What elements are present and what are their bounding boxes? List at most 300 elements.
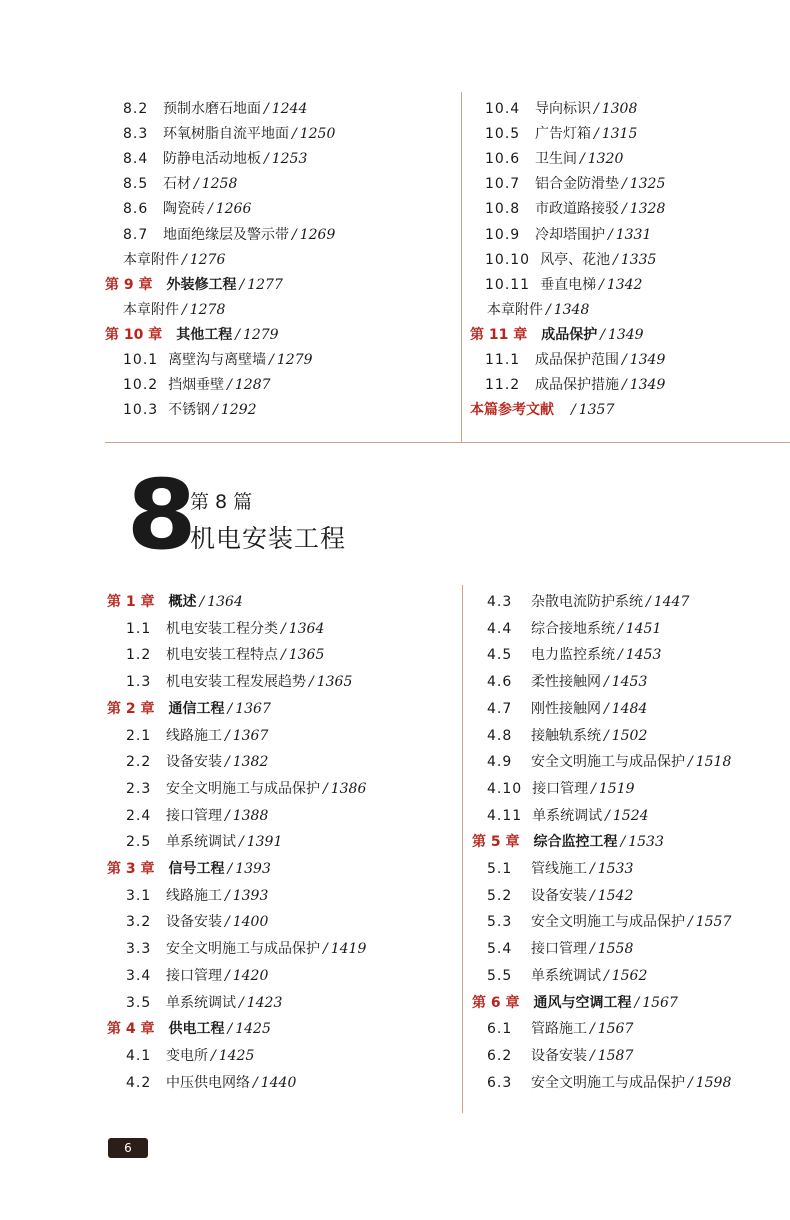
entry-title: 线路施工 xyxy=(166,887,222,904)
section-number: 3.5 xyxy=(126,994,152,1011)
section-number: 10.7 xyxy=(485,176,521,193)
section-number: 2.1 xyxy=(126,727,152,744)
page-number: 1447 xyxy=(653,594,690,610)
toc-entry xyxy=(487,673,647,691)
toc-entry xyxy=(126,967,268,985)
toc-chapter-entry xyxy=(105,276,283,294)
chapter-label: 第 2 章 xyxy=(107,700,155,717)
section-number: 8.4 xyxy=(123,151,149,168)
section-number: 3.2 xyxy=(126,914,152,931)
page-number: 1533 xyxy=(597,861,634,877)
entry-title: 管路施工 xyxy=(531,1021,587,1038)
entry-title: 单系统调试 xyxy=(166,834,236,851)
entry-title: 垂直电梯 xyxy=(540,276,597,293)
chapter-label: 第 1 章 xyxy=(107,594,155,610)
section-number: 3.1 xyxy=(126,887,152,904)
toc-entry xyxy=(485,251,656,269)
page-number: 1349 xyxy=(629,352,666,368)
page-separator: / xyxy=(227,377,232,394)
page-number: 1393 xyxy=(235,861,271,877)
entry-title: 安全文明施工与成品保护 xyxy=(166,941,320,958)
chapter-label: 第 6 章 xyxy=(472,994,520,1011)
bottom-column-divider xyxy=(462,585,463,1113)
toc-entry xyxy=(123,376,271,394)
page-separator: / xyxy=(622,352,627,368)
section-number: 5.2 xyxy=(487,887,513,904)
toc-entry xyxy=(485,175,665,193)
page-number: 1320 xyxy=(587,151,624,168)
entry-title: 机电安装工程分类 xyxy=(166,620,278,637)
section-number: 11.2 xyxy=(485,377,521,394)
section-number: 6.3 xyxy=(487,1074,513,1091)
entry-title: 市政道路接驳 xyxy=(535,201,619,218)
section-number: 4.9 xyxy=(487,754,513,771)
toc-chapter-entry xyxy=(105,326,279,344)
page-separator: / xyxy=(634,994,640,1011)
entry-title: 成品保护范围 xyxy=(535,352,619,368)
page-number: 1524 xyxy=(612,807,649,824)
page-separator: / xyxy=(199,594,205,610)
entry-title: 本章附件 xyxy=(487,301,543,318)
entry-title: 设备安装 xyxy=(166,914,222,931)
entry-title: 单系统调试 xyxy=(166,994,236,1011)
page-separator: / xyxy=(622,201,627,218)
page-separator: / xyxy=(182,301,187,318)
entry-title: 本章附件 xyxy=(123,301,179,318)
page-number: 1365 xyxy=(288,647,325,664)
page-number: 1423 xyxy=(246,994,283,1011)
page-number: 1519 xyxy=(598,780,635,797)
entry-title: 安全文明施工与成品保护 xyxy=(531,754,685,771)
toc-entry xyxy=(485,276,642,294)
page-separator: / xyxy=(604,674,609,691)
page-number: 1587 xyxy=(597,1047,634,1064)
page-number: 1367 xyxy=(232,727,269,744)
page-number: 1425 xyxy=(235,1021,271,1038)
page-number: 1357 xyxy=(578,402,615,419)
toc-entry xyxy=(487,967,647,985)
section-number: 10.6 xyxy=(485,151,521,168)
page-separator: / xyxy=(239,276,245,293)
entry-title: 地面绝缘层及警示带 xyxy=(163,226,289,243)
page-separator: / xyxy=(292,126,297,143)
toc-entry xyxy=(123,200,251,218)
page-number: 1453 xyxy=(625,647,662,664)
toc-entry xyxy=(487,301,589,319)
entry-title: 防静电活动地板 xyxy=(163,151,261,168)
page-separator: / xyxy=(264,151,269,168)
entry-title: 卫生间 xyxy=(535,151,577,168)
page-separator: / xyxy=(622,176,627,193)
page-number: 1367 xyxy=(235,700,271,717)
entry-title: 冷却塔围护 xyxy=(535,226,605,243)
toc-entry xyxy=(487,1020,633,1038)
page-number: 1425 xyxy=(218,1047,255,1064)
page-separator: / xyxy=(594,101,599,117)
part-title: 机电安装工程 xyxy=(190,524,347,553)
section-number: 2.3 xyxy=(126,780,152,797)
entry-title: 综合监控工程 xyxy=(533,834,618,851)
page-number: 1276 xyxy=(189,251,226,268)
page-number: 1364 xyxy=(288,620,325,637)
page-separator: / xyxy=(225,887,230,904)
page-separator: / xyxy=(281,620,286,637)
page-number: 1567 xyxy=(642,994,678,1011)
entry-title: 接口管理 xyxy=(531,941,587,958)
entry-title: 外装修工程 xyxy=(166,276,237,293)
page-separator: / xyxy=(227,1021,233,1038)
section-number: 4.11 xyxy=(487,807,523,824)
page-separator: / xyxy=(292,226,297,243)
entry-title: 电力监控系统 xyxy=(531,647,615,664)
entry-title: 刚性接触网 xyxy=(531,700,601,717)
page-separator: / xyxy=(182,251,187,268)
section-number: 10.4 xyxy=(485,101,521,117)
entry-title: 接触轨系统 xyxy=(531,727,601,744)
entry-title: 风亭、花池 xyxy=(540,251,611,268)
entry-title: 安全文明施工与成品保护 xyxy=(166,780,320,797)
page-separator: / xyxy=(208,201,213,218)
entry-title: 机电安装工程发展趋势 xyxy=(166,674,306,691)
page-number: 1278 xyxy=(189,301,226,318)
entry-title: 设备安装 xyxy=(531,1047,587,1064)
page-number: 1484 xyxy=(611,700,648,717)
toc-entry xyxy=(485,376,665,394)
toc-entry xyxy=(123,100,307,118)
page-number: 1250 xyxy=(299,126,336,143)
toc-chapter-entry xyxy=(470,326,644,344)
section-number: 4.5 xyxy=(487,647,513,664)
toc-entry xyxy=(126,833,282,851)
entry-title: 接口管理 xyxy=(532,780,589,797)
section-number: 4.6 xyxy=(487,674,513,691)
page-separator: / xyxy=(605,807,610,824)
page-separator: / xyxy=(590,1021,595,1038)
toc-chapter-entry xyxy=(470,401,614,419)
toc-entry xyxy=(126,887,268,905)
page-number: 1279 xyxy=(276,352,313,368)
page-number: 1335 xyxy=(620,251,657,268)
toc-entry xyxy=(487,913,731,931)
toc-entry xyxy=(126,1047,254,1065)
page-number: 1253 xyxy=(271,151,308,168)
page-number: 1279 xyxy=(242,326,279,343)
toc-entry xyxy=(485,100,637,118)
entry-title: 管线施工 xyxy=(531,861,587,877)
entry-title: 石材 xyxy=(163,176,191,193)
page-separator: / xyxy=(239,994,244,1011)
page-separator: / xyxy=(688,754,693,771)
page-separator: / xyxy=(239,834,244,851)
top-section-rule xyxy=(105,442,790,443)
page-separator: / xyxy=(590,887,595,904)
entry-title: 环氧树脂自流平地面 xyxy=(163,126,289,143)
section-number: 10.10 xyxy=(485,251,531,268)
page-number: 1266 xyxy=(215,201,252,218)
toc-entry xyxy=(123,226,335,244)
page-separator: / xyxy=(646,594,651,610)
toc-entry xyxy=(487,860,633,878)
toc-entry xyxy=(485,351,665,369)
page-number: 1440 xyxy=(260,1074,297,1091)
toc-entry xyxy=(123,251,225,269)
entry-title: 接口管理 xyxy=(166,807,222,824)
page-number: 1567 xyxy=(597,1021,634,1038)
toc-entry xyxy=(487,1074,731,1092)
section-number: 11.1 xyxy=(485,352,521,368)
entry-title: 概述 xyxy=(168,594,197,610)
page-number: 1258 xyxy=(201,176,238,193)
entry-title: 铝合金防滑垫 xyxy=(535,176,619,193)
page-separator: / xyxy=(604,967,609,984)
entry-title: 杂散电流防护系统 xyxy=(531,594,643,610)
entry-title: 中压供电网络 xyxy=(166,1074,250,1091)
page-number: 1348 xyxy=(553,301,590,318)
chapter-label: 第 4 章 xyxy=(107,1021,155,1038)
entry-title: 通信工程 xyxy=(168,700,225,717)
page-separator: / xyxy=(225,727,230,744)
toc-entry xyxy=(487,887,633,905)
entry-title: 离壁沟与离壁墙 xyxy=(168,352,267,368)
entry-title: 其他工程 xyxy=(176,326,233,343)
section-number: 4.8 xyxy=(487,727,513,744)
page-number: 1308 xyxy=(601,101,638,117)
page-number: 1328 xyxy=(629,201,666,218)
page-separator: / xyxy=(253,1074,258,1091)
page-number-badge: 6 xyxy=(108,1138,148,1158)
page-separator: / xyxy=(590,861,595,877)
toc-entry xyxy=(126,753,268,771)
section-number: 10.9 xyxy=(485,226,521,243)
page-separator: / xyxy=(608,226,613,243)
entry-title: 预制水磨石地面 xyxy=(163,101,261,117)
entry-title: 安全文明施工与成品保护 xyxy=(531,914,685,931)
page-number: 1287 xyxy=(234,377,271,394)
toc-chapter-entry xyxy=(472,994,678,1012)
page-number: 1502 xyxy=(611,727,648,744)
toc-entry xyxy=(485,150,623,168)
toc-chapter-entry xyxy=(472,833,664,851)
page-number: 1391 xyxy=(246,834,283,851)
entry-title: 陶瓷砖 xyxy=(163,201,205,218)
top-column-divider xyxy=(461,92,462,442)
page-number: 1349 xyxy=(629,377,666,394)
toc-entry xyxy=(126,673,352,691)
entry-title: 导向标识 xyxy=(535,101,591,117)
page-number: 1325 xyxy=(629,176,666,193)
toc-entry xyxy=(487,646,661,664)
page-number: 1292 xyxy=(220,402,257,419)
entry-title: 单系统调试 xyxy=(531,967,601,984)
page-separator: / xyxy=(590,941,595,958)
section-number: 8.7 xyxy=(123,226,149,243)
toc-entry xyxy=(485,125,637,143)
toc-entry xyxy=(487,727,647,745)
entry-title: 变电所 xyxy=(166,1047,208,1064)
toc-entry xyxy=(126,940,366,958)
section-number: 8.2 xyxy=(123,101,149,117)
toc-entry xyxy=(126,807,268,825)
section-number: 4.3 xyxy=(487,594,513,610)
entry-title: 不锈钢 xyxy=(168,402,211,419)
page-number: 1315 xyxy=(601,126,638,143)
page-number: 1453 xyxy=(611,674,648,691)
entry-title: 挡烟垂壁 xyxy=(168,377,225,394)
section-number: 10.3 xyxy=(123,402,159,419)
entry-title: 接口管理 xyxy=(166,967,222,984)
toc-entry xyxy=(126,620,324,638)
section-number: 5.1 xyxy=(487,861,513,877)
page-separator: / xyxy=(235,326,240,343)
page-number: 1382 xyxy=(232,754,269,771)
page-separator: / xyxy=(225,967,230,984)
chapter-label: 第 10 章 xyxy=(105,326,163,343)
entry-title: 单系统调试 xyxy=(532,807,603,824)
toc-entry xyxy=(487,1047,633,1065)
section-number: 3.4 xyxy=(126,967,152,984)
page-separator: / xyxy=(227,861,233,877)
page-separator: / xyxy=(580,151,585,168)
entry-title: 信号工程 xyxy=(168,861,225,877)
toc-entry xyxy=(123,150,307,168)
page-separator: / xyxy=(323,941,328,958)
section-number: 10.11 xyxy=(485,276,531,293)
toc-entry xyxy=(123,401,257,419)
section-number: 8.5 xyxy=(123,176,149,193)
section-number: 6.2 xyxy=(487,1047,513,1064)
entry-title: 安全文明施工与成品保护 xyxy=(531,1074,685,1091)
page-separator: / xyxy=(211,1047,216,1064)
page-number: 1518 xyxy=(695,754,732,771)
page-number: 1388 xyxy=(232,807,269,824)
page-separator: / xyxy=(194,176,199,193)
toc-entry xyxy=(126,727,268,745)
page-separator: / xyxy=(688,1074,693,1091)
entry-title: 柔性接触网 xyxy=(531,674,601,691)
page-number: 1331 xyxy=(615,226,652,243)
page-number: 1277 xyxy=(247,276,283,293)
page-separator: / xyxy=(546,301,551,318)
section-number: 6.1 xyxy=(487,1021,513,1038)
page-separator: / xyxy=(227,700,233,717)
toc-entry xyxy=(485,226,651,244)
toc-entry xyxy=(487,753,731,771)
page-separator: / xyxy=(604,700,609,717)
toc-entry xyxy=(126,913,268,931)
section-number: 1.1 xyxy=(126,620,152,637)
page-number: 1558 xyxy=(597,941,634,958)
toc-entry xyxy=(487,807,649,825)
entry-title: 线路施工 xyxy=(166,727,222,744)
page-number: 1562 xyxy=(611,967,648,984)
toc-entry xyxy=(126,780,366,798)
page-separator: / xyxy=(323,780,328,797)
toc-entry xyxy=(487,700,647,718)
toc-entry xyxy=(123,175,237,193)
entry-title: 通风与空调工程 xyxy=(533,994,632,1011)
toc-entry xyxy=(126,994,282,1012)
section-number: 2.2 xyxy=(126,754,152,771)
section-number: 1.3 xyxy=(126,674,152,691)
page-separator: / xyxy=(269,352,274,368)
section-number: 5.3 xyxy=(487,914,513,931)
section-number: 5.4 xyxy=(487,941,513,958)
section-number: 4.4 xyxy=(487,620,513,637)
section-number: 8.3 xyxy=(123,126,149,143)
section-number: 10.5 xyxy=(485,126,521,143)
page-separator: / xyxy=(591,780,596,797)
page-number: 1533 xyxy=(628,834,664,851)
page-separator: / xyxy=(618,647,623,664)
page-number: 1386 xyxy=(330,780,367,797)
toc-entry xyxy=(487,593,689,611)
page-number: 1598 xyxy=(695,1074,732,1091)
toc-entry xyxy=(123,125,335,143)
page-number: 1451 xyxy=(625,620,662,637)
page-separator: / xyxy=(264,101,269,117)
entry-title: 综合接地系统 xyxy=(531,620,615,637)
section-number: 10.2 xyxy=(123,377,159,394)
chapter-label: 本篇参考文献 xyxy=(470,402,554,419)
page-separator: / xyxy=(604,727,609,744)
section-number: 4.10 xyxy=(487,780,523,797)
toc-entry xyxy=(123,301,225,319)
page-number: 1419 xyxy=(330,941,367,958)
chapter-label: 第 5 章 xyxy=(472,834,520,851)
part-number: 8 xyxy=(126,459,197,571)
page-separator: / xyxy=(622,377,627,394)
section-number: 10.8 xyxy=(485,201,521,218)
toc-chapter-entry xyxy=(107,860,271,878)
page-separator: / xyxy=(225,914,230,931)
page-separator: / xyxy=(594,126,599,143)
entry-title: 成品保护 xyxy=(541,326,598,343)
section-number: 5.5 xyxy=(487,967,513,984)
entry-title: 机电安装工程特点 xyxy=(166,647,278,664)
toc-entry xyxy=(487,780,635,798)
page-separator: / xyxy=(618,620,623,637)
page-number: 1557 xyxy=(695,914,732,931)
section-number: 3.3 xyxy=(126,941,152,958)
toc-entry xyxy=(126,1074,296,1092)
chapter-label: 第 11 章 xyxy=(470,326,528,343)
page-number: 1542 xyxy=(597,887,634,904)
page-separator: / xyxy=(213,402,218,419)
chapter-label: 第 3 章 xyxy=(107,861,155,877)
page-number: 1420 xyxy=(232,967,269,984)
page-separator: / xyxy=(600,326,605,343)
section-number: 2.4 xyxy=(126,807,152,824)
page-separator: / xyxy=(688,914,693,931)
entry-title: 设备安装 xyxy=(531,887,587,904)
page-separator: / xyxy=(620,834,626,851)
page-number: 1364 xyxy=(207,594,243,610)
page-number: 1400 xyxy=(232,914,269,931)
section-number: 4.1 xyxy=(126,1047,152,1064)
toc-chapter-entry xyxy=(107,700,271,718)
entry-title: 本章附件 xyxy=(123,251,179,268)
section-number: 4.2 xyxy=(126,1074,152,1091)
toc-entry xyxy=(485,200,665,218)
section-number: 8.6 xyxy=(123,201,149,218)
toc-chapter-entry xyxy=(107,1020,271,1038)
page-number: 1269 xyxy=(299,226,336,243)
page-separator: / xyxy=(599,276,604,293)
page-separator: / xyxy=(225,807,230,824)
part-label: 第 8 篇 xyxy=(190,491,253,513)
entry-title: 供电工程 xyxy=(168,1021,225,1038)
page-number: 1349 xyxy=(607,326,644,343)
